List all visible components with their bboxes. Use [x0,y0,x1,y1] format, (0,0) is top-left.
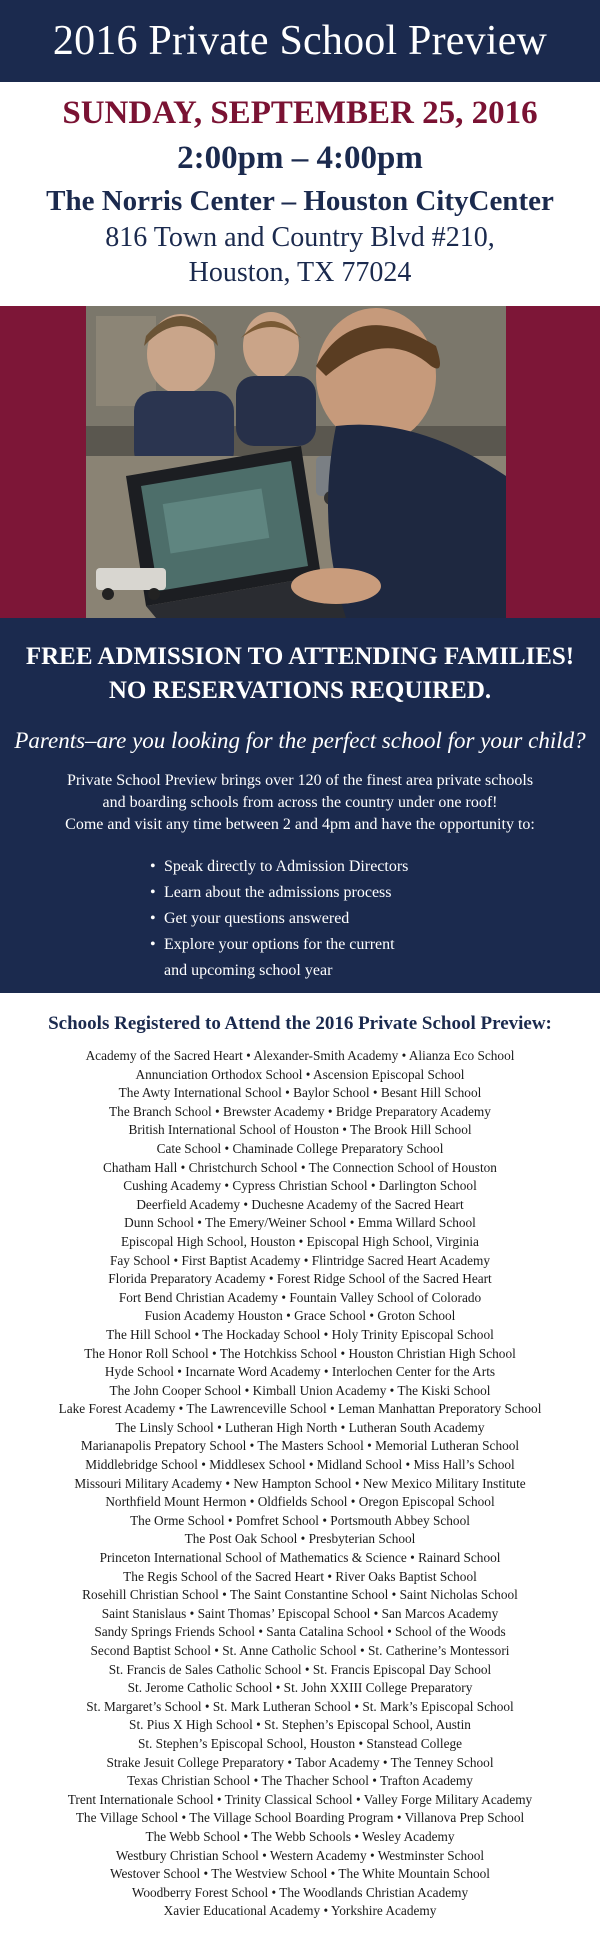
school-list-line: Sandy Springs Friends School • Santa Catalina School • School of the Woods [94,1624,506,1640]
school-list-line: Rosehill Christian School • The Saint Constantine School • Saint Nicholas School [82,1587,518,1603]
students-robotics-photo [86,306,506,618]
school-list-line: St. Pius X High School • St. Stephen’s Episcopal School, Austin [129,1717,471,1733]
school-list-line: Strake Jesuit College Preparatory • Tabor Academy • The Tenney School [106,1754,494,1770]
school-list [0,1047,600,1921]
school-list-line: Annunciation Orthodox School • Ascension Episcopal School [135,1066,465,1082]
opportunity-item: • Speak directly to Admission Directors [150,854,470,880]
opportunity-list [150,854,470,984]
schools-heading: Schools Registered to Attend the 2016 Private School Preview: [48,1013,552,1034]
school-list-line: St. Jerome Catholic School • St. John XXIII College Preparatory [127,1680,473,1696]
school-list-line: Hyde School • Incarnate Word Academy • Interlochen Center for the Arts [104,1364,496,1380]
event-time: 2:00pm – 4:00pm [177,140,423,176]
school-list-line: Xavier Educational Academy • Yorkshire Academy [163,1903,437,1919]
intro-text-line-3: Come and visit any time between 2 and 4pm and have the opportunity to: [65,816,535,833]
opportunity-item: • Explore your options for the current [150,932,470,958]
school-list-line: Saint Stanislaus • Saint Thomas’ Episcopal School • San Marcos Academy [101,1605,499,1621]
school-list-line: Trent Internationale School • Trinity Classical School • Valley Forge Military Academy [67,1791,533,1807]
school-list-line: The Hill School • The Hockaday School • Holy Trinity Episcopal School [106,1326,494,1342]
event-venue: The Norris Center – Houston CityCenter [46,185,554,217]
school-list-line: British International School of Houston • The Brook Hill School [128,1122,472,1138]
school-list-line: St. Margaret’s School • St. Mark Lutheran School • St. Mark’s Episcopal School [86,1698,514,1714]
school-list-line: Florida Preparatory Academy • Forest Ridge School of the Sacred Heart [108,1271,492,1287]
opportunity-item: • Get your questions answered [150,906,470,932]
registered-schools-section [0,1001,600,1921]
school-list-line: St. Stephen’s Episcopal School, Houston • Stanstead College [137,1735,463,1751]
no-reservations-line: NO RESERVATIONS REQUIRED. [108,677,492,704]
photo-illustration [86,306,506,618]
school-list-line: Cate School • Chaminade College Preparatory School [156,1140,444,1156]
school-list-line: Episcopal High School, Houston • Episcopal High School, Virginia [121,1233,479,1249]
school-list-line: The John Cooper School • Kimball Union Academy • The Kiski School [109,1382,491,1398]
school-list-line: The Linsly School • Lutheran High North • Lutheran South Academy [115,1419,485,1435]
school-list-line: Westover School • The Westview School • The White Mountain School [110,1866,490,1882]
school-list-line: Fusion Academy Houston • Grace School • Groton School [144,1308,456,1324]
page-title: 2016 Private School Preview [0,0,600,82]
parents-question: Parents–are you looking for the perfect school for your child? [14,728,586,753]
school-list-line: Princeton International School of Mathematics & Science • Rainard School [99,1550,501,1566]
school-list-line: Texas Christian School • The Thacher School • Trafton Academy [127,1773,473,1789]
school-list-line: Second Baptist School • St. Anne Catholic School • St. Catherine’s Montessori [90,1643,510,1658]
school-list-line: The Village School • The Village School Boarding Program • Villanova Prep School [75,1810,525,1826]
school-list-line: Chatham Hall • Christchurch School • The Connection School of Houston [103,1159,497,1175]
photo-band [0,306,600,618]
school-list-line: Middlebridge School • Middlesex School • Midland School • Miss Hall’s School [85,1457,515,1473]
school-list-line: St. Francis de Sales Catholic School • St. Francis Episcopal Day School [108,1661,492,1677]
school-list-line: Fort Bend Christian Academy • Fountain Valley School of Colorado [118,1289,482,1305]
event-address-line-2: Houston, TX 77024 [188,257,412,288]
school-list-line: The Orme School • Pomfret School • Portsmouth Abbey School [130,1512,470,1528]
school-list-line: Marianapolis Prepatory School • The Masters School • Memorial Lutheran School [80,1438,520,1454]
school-list-line: The Awty International School • Baylor School • Besant Hill School [118,1085,482,1101]
school-list-line: The Honor Roll School • The Hotchkiss School • Houston Christian High School [84,1345,516,1361]
school-list-line: Westbury Christian School • Western Academy • Westminster School [115,1847,485,1863]
intro-text-line-1: Private School Preview brings over 120 of the finest area private schools [66,772,534,789]
school-list-line: Cushing Academy • Cypress Christian School • Darlington School [123,1178,477,1194]
school-list-line: The Post Oak School • Presbyterian School [184,1531,416,1547]
school-list-line: Northfield Mount Hermon • Oldfields School • Oregon Episcopal School [105,1494,495,1510]
school-list-line: Fay School • First Baptist Academy • Flintridge Sacred Heart Academy [109,1252,491,1268]
school-list-line: The Regis School of the Sacred Heart • River Oaks Baptist School [123,1568,477,1584]
event-address-line-1: 816 Town and Country Blvd #210, [105,222,495,253]
intro-text-line-2: and boarding schools from across the country under one roof! [102,794,498,811]
opportunity-item-continuation [150,958,470,984]
school-list-line: Academy of the Sacred Heart • Alexander-Smith Academy • Alianza Eco School [85,1048,515,1063]
admission-info-section [0,618,600,993]
school-list-line: Dunn School • The Emery/Weiner School • Emma Willard School [124,1215,476,1231]
school-list-line: The Branch School • Brewster Academy • Bridge Preparatory Academy [109,1103,491,1119]
event-date: SUNDAY, SEPTEMBER 25, 2016 [62,95,538,131]
opportunity-item: • Learn about the admissions process [150,880,470,906]
school-list-line: Deerfield Academy • Duchesne Academy of the Sacred Heart [136,1196,464,1212]
school-list-line: The Webb School • The Webb Schools • Wesley Academy [145,1828,455,1844]
school-list-line: Missouri Military Academy • New Hampton School • New Mexico Military Institute [74,1475,526,1491]
free-admission-line: FREE ADMISSION TO ATTENDING FAMILIES! [25,643,575,670]
school-list-line: Lake Forest Academy • The Lawrenceville School • Leman Manhattan Preporatory School [58,1401,542,1417]
school-list-line: Woodberry Forest School • The Woodlands Christian Academy [131,1884,469,1900]
opportunity-item-continuation-text: and upcoming school year [164,962,333,979]
